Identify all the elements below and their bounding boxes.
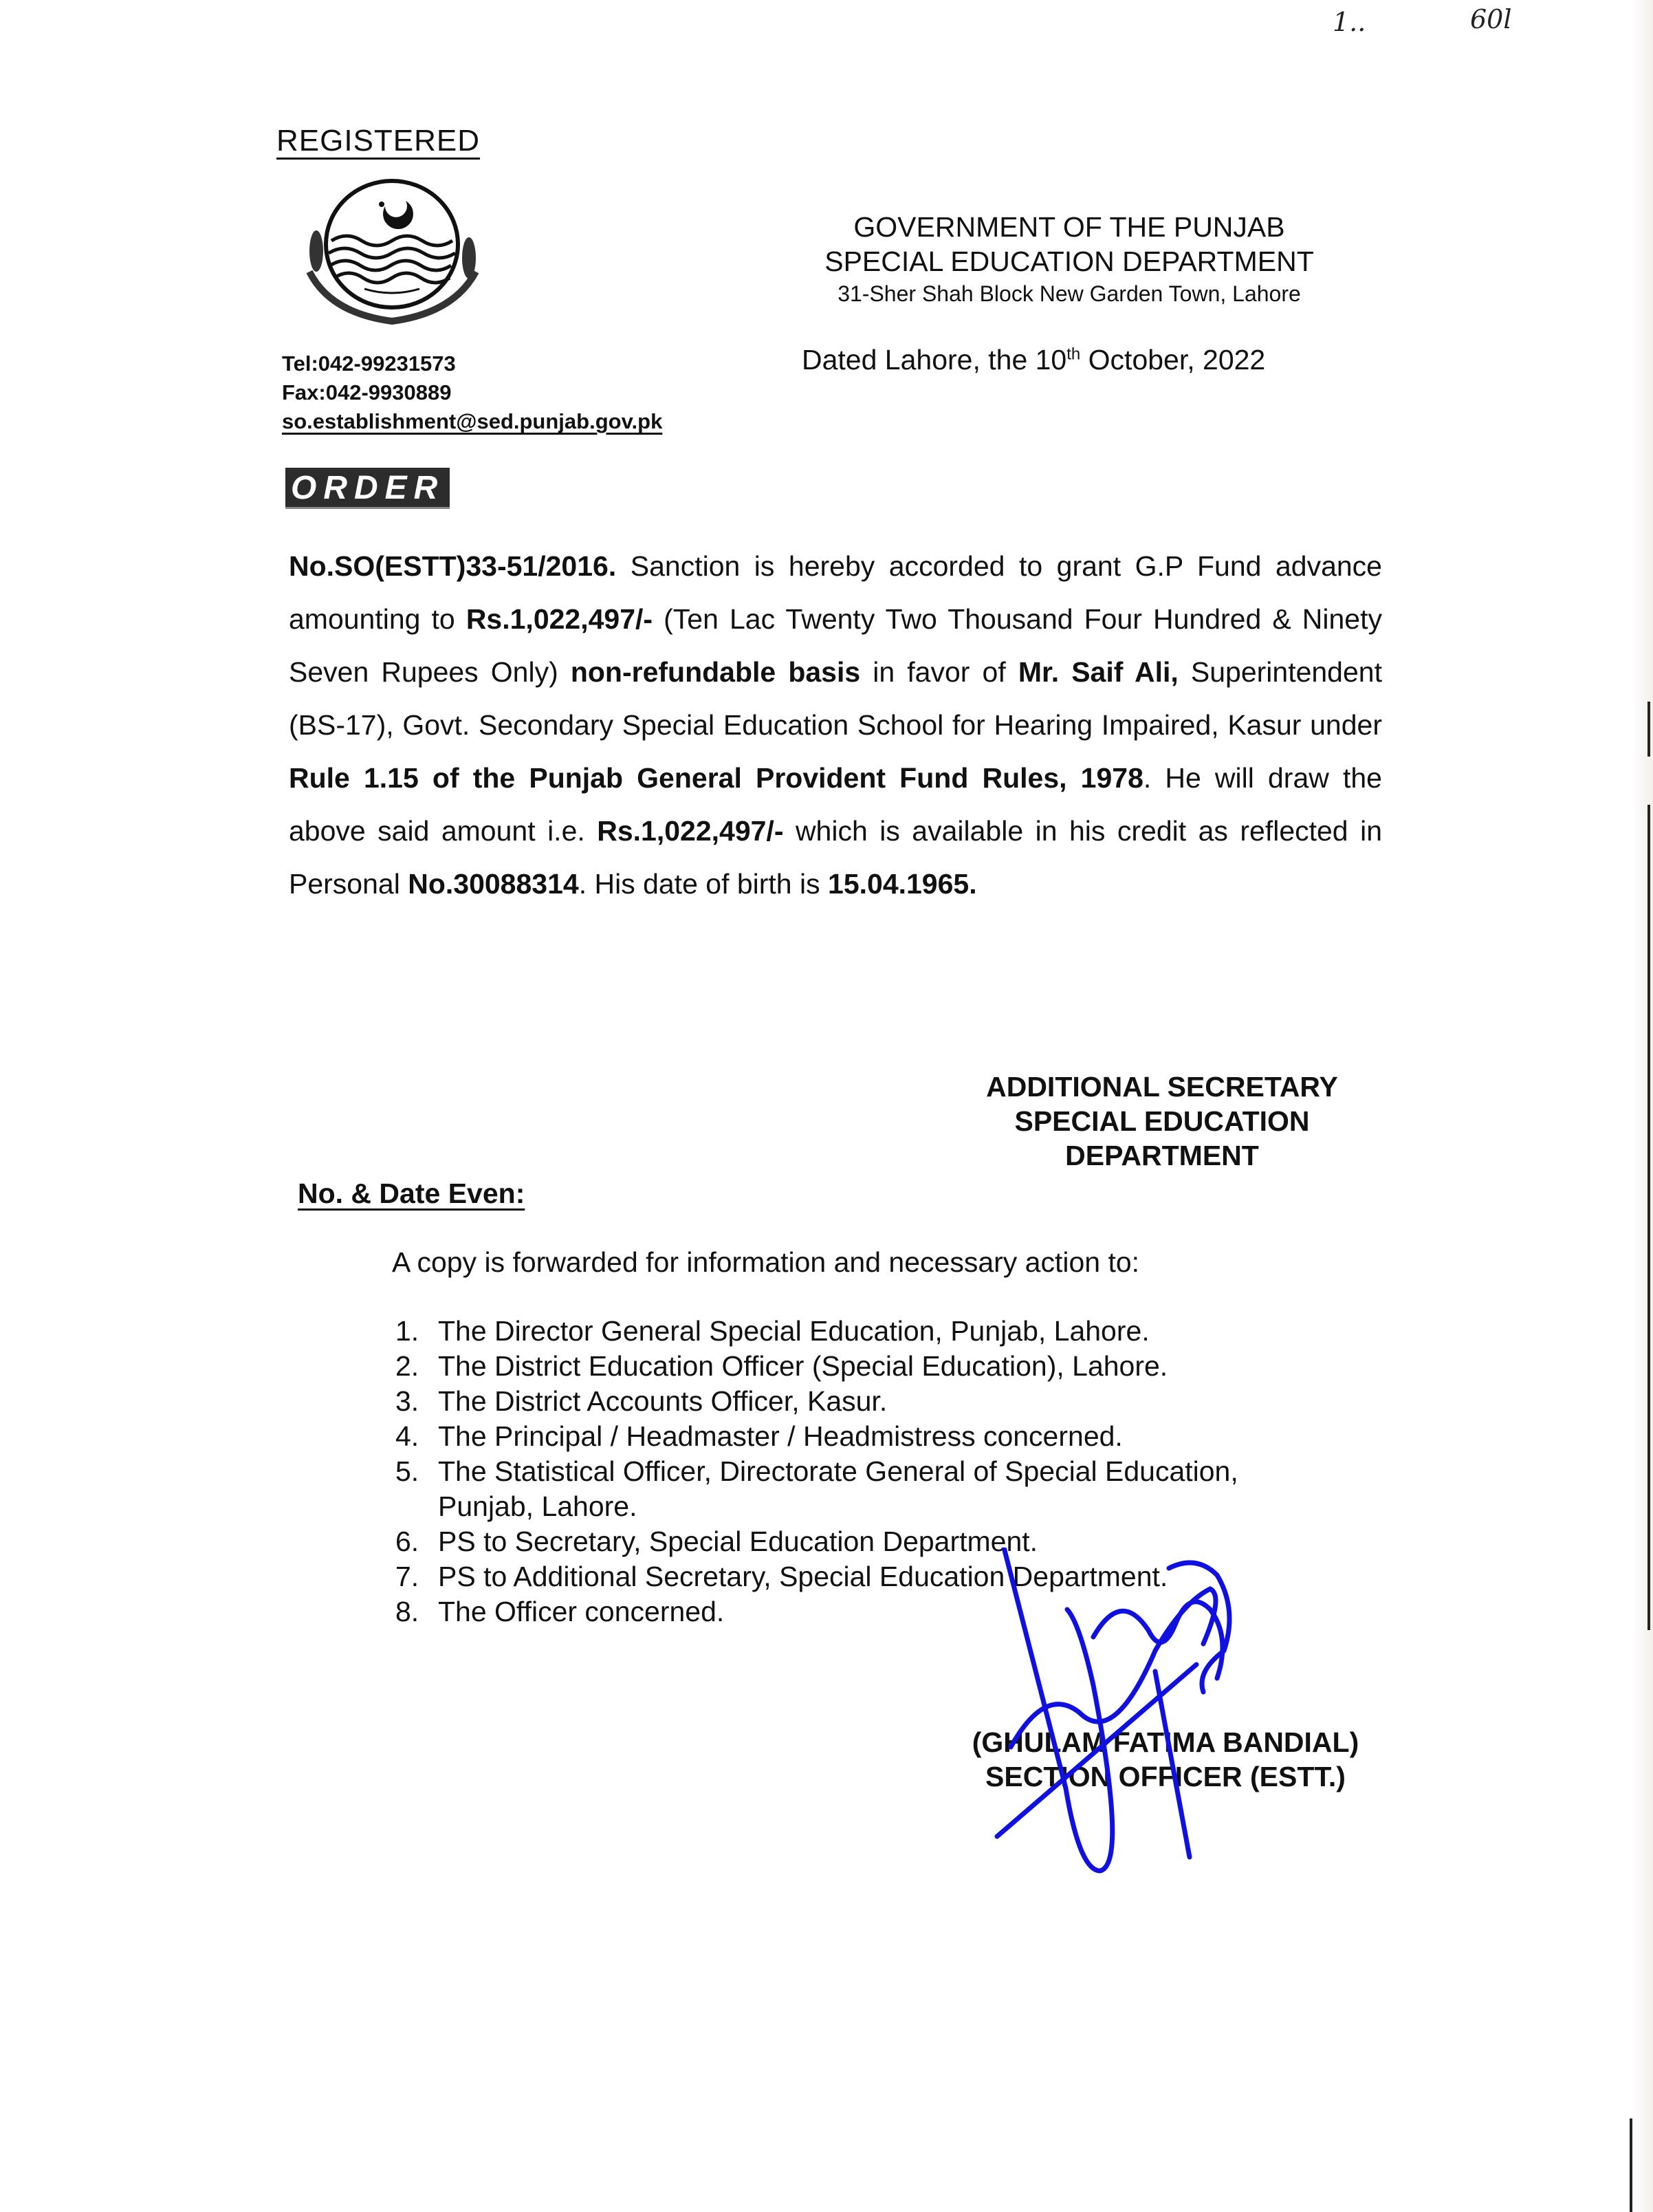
forward-text: A copy is forwarded for information and necessary action to: <box>392 1246 1140 1278</box>
no-date-even-label: No. & Date Even: <box>298 1178 525 1209</box>
amount: Rs.1,022,497/- <box>466 603 653 635</box>
dated-sup: th <box>1066 345 1081 364</box>
recipient-list <box>395 1314 1358 1629</box>
list-text: The District Accounts Officer, Kasur. <box>438 1385 888 1417</box>
signatory-name: (GHULAM FATIMA BANDIAL) <box>972 1726 1359 1758</box>
body-text: (Ten Lac Twenty Two Thousand Four Hundred & Ninety Seven Rupees Only) <box>289 603 1382 688</box>
amount-repeat: Rs.1,022,497/- <box>597 815 784 847</box>
order-body <box>289 540 1382 911</box>
department-header <box>770 210 1368 309</box>
basis: non-refundable basis <box>570 656 861 688</box>
date-of-birth: 15.04.1965. <box>828 868 977 900</box>
list-text: The Officer concerned. <box>438 1596 725 1627</box>
fax-number: Fax:042-9930889 <box>282 380 452 404</box>
employee-name: Mr. Saif Ali, <box>1018 656 1179 688</box>
list-number: 3. <box>395 1385 419 1417</box>
body-text: Sanction is hereby accorded to grant G.P Fund advance amounting to <box>289 550 1382 635</box>
signatory-block <box>942 1725 1389 1794</box>
personal-number: No.30088314 <box>408 868 579 900</box>
list-item <box>395 1349 1358 1384</box>
header-address: 31-Sher Shah Block New Garden Town, Lahore <box>838 281 1301 306</box>
authority-line3: DEPARTMENT <box>1065 1140 1259 1171</box>
list-number: 7. <box>395 1561 419 1592</box>
list-text: The District Education Officer (Special Education), Lahore. <box>438 1350 1168 1382</box>
body-text: in favor of <box>860 656 1018 688</box>
header-line1: GOVERNMENT OF THE PUNJAB <box>853 211 1285 243</box>
registered-label: REGISTERED <box>276 124 481 158</box>
margin-note: 60l <box>1470 4 1512 34</box>
list-text: The Director General Special Education, Punjab, Lahore. <box>438 1315 1150 1347</box>
list-number: 5. <box>395 1455 419 1487</box>
list-number: 8. <box>395 1596 419 1627</box>
authority-block <box>915 1070 1410 1173</box>
list-number: 2. <box>395 1350 419 1382</box>
tel-number: Tel:042-99231573 <box>282 351 456 376</box>
list-item <box>395 1314 1358 1349</box>
list-item <box>395 1524 1358 1559</box>
signatory-title: SECTION OFFICER (ESTT.) <box>985 1761 1346 1792</box>
edge-mark <box>1630 2118 1632 2212</box>
list-item <box>395 1454 1358 1524</box>
list-text: PS to Secretary, Special Education Department. <box>438 1526 1038 1557</box>
body-text: . He will draw the above said amount i.e. <box>289 762 1382 847</box>
list-number: 6. <box>395 1526 419 1557</box>
list-number: 1. <box>395 1315 419 1347</box>
rule-reference: Rule 1.15 of the Punjab General Provident Fund Rules, 1978 <box>289 762 1143 794</box>
email-link[interactable]: so.establishment@sed.punjab.gov.pk <box>282 409 663 433</box>
reference-number: No.SO(ESTT)33-51/2016. <box>289 550 617 582</box>
margin-note: 1.. <box>1333 7 1366 37</box>
list-text: The Principal / Headmaster / Headmistress concerned. <box>438 1420 1123 1452</box>
contact-block <box>282 349 662 436</box>
list-number: 4. <box>395 1420 419 1452</box>
list-item <box>395 1594 1358 1629</box>
edge-mark <box>1647 805 1650 1630</box>
body-text: Superintendent (BS-17), Govt. Secondary Special Education School for Hearing Impaired, Kasur under <box>289 656 1382 741</box>
order-heading: ORDER <box>285 468 450 509</box>
header-line2: SPECIAL EDUCATION DEPARTMENT <box>824 246 1314 277</box>
list-text: The Statistical Officer, Directorate General of Special Education, Punjab, Lahore. <box>438 1455 1238 1522</box>
authority-line1: ADDITIONAL SECRETARY <box>986 1071 1338 1103</box>
body-text: . His date of birth is <box>578 868 829 900</box>
punjab-emblem <box>289 175 495 334</box>
list-item <box>395 1384 1358 1419</box>
list-text: PS to Additional Secretary, Special Education Department. <box>438 1561 1168 1592</box>
authority-line2: SPECIAL EDUCATION <box>1014 1105 1310 1137</box>
dated-suffix: October, 2022 <box>1080 344 1266 376</box>
body-text: which is available in his credit as reflected in Personal <box>289 815 1382 900</box>
list-item <box>395 1419 1358 1454</box>
dated-prefix: Dated Lahore, the 10 <box>802 344 1067 376</box>
dated-line <box>802 344 1265 376</box>
list-item <box>395 1559 1358 1594</box>
edge-mark <box>1647 702 1650 757</box>
